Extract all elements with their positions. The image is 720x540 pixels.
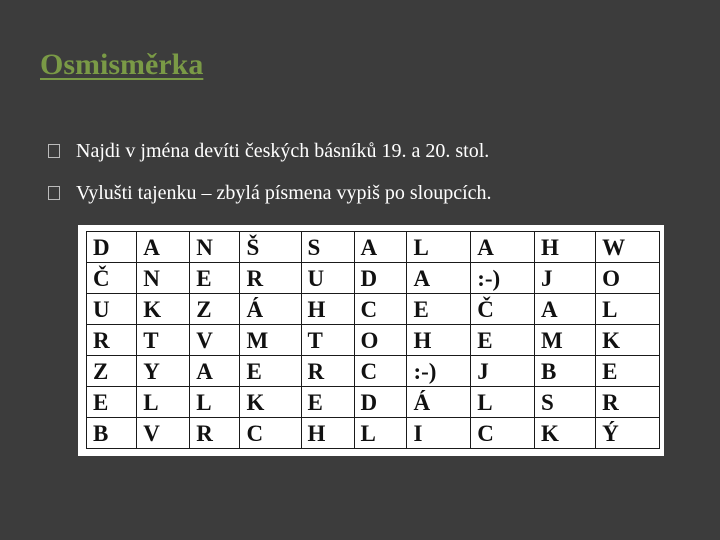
- grid-cell: D: [354, 387, 407, 418]
- grid-cell: R: [596, 387, 660, 418]
- grid-row: [87, 263, 660, 294]
- grid-cell: S: [301, 232, 354, 263]
- grid-cell: Y: [137, 356, 190, 387]
- grid-row: [87, 387, 660, 418]
- grid-cell: C: [471, 418, 535, 449]
- grid-cell: J: [535, 263, 596, 294]
- grid-cell: A: [471, 232, 535, 263]
- grid-cell: E: [301, 387, 354, 418]
- grid-cell: H: [407, 325, 471, 356]
- grid-cell: N: [137, 263, 190, 294]
- grid-cell: H: [535, 232, 596, 263]
- grid-cell: K: [535, 418, 596, 449]
- grid-cell: C: [354, 294, 407, 325]
- grid-cell: A: [137, 232, 190, 263]
- instruction-item: [48, 130, 492, 172]
- instruction-text: Najdi v jména devíti českých básníků 19. a 20. stol.: [76, 139, 490, 162]
- grid-cell: H: [301, 294, 354, 325]
- grid-cell: K: [596, 325, 660, 356]
- grid-cell: L: [137, 387, 190, 418]
- grid-cell: E: [407, 294, 471, 325]
- grid-cell: :-): [471, 263, 535, 294]
- word-search-panel: [78, 225, 664, 456]
- grid-cell: R: [301, 356, 354, 387]
- grid-cell: I: [407, 418, 471, 449]
- grid-cell: S: [535, 387, 596, 418]
- grid-cell: E: [471, 325, 535, 356]
- grid-cell: L: [354, 418, 407, 449]
- grid-cell: T: [301, 325, 354, 356]
- instruction-item: [48, 172, 492, 214]
- page-title: Osmisměrka: [40, 48, 204, 81]
- grid-cell: :-): [407, 356, 471, 387]
- grid-cell: Z: [190, 294, 240, 325]
- grid-cell: L: [596, 294, 660, 325]
- grid-cell: Á: [407, 387, 471, 418]
- grid-cell: R: [240, 263, 301, 294]
- grid-cell: L: [407, 232, 471, 263]
- grid-cell: T: [137, 325, 190, 356]
- grid-cell: A: [535, 294, 596, 325]
- bullet-icon: [48, 144, 60, 158]
- grid-cell: W: [596, 232, 660, 263]
- grid-cell: J: [471, 356, 535, 387]
- grid-cell: C: [240, 418, 301, 449]
- grid-cell: V: [137, 418, 190, 449]
- grid-cell: Z: [87, 356, 137, 387]
- grid-cell: A: [190, 356, 240, 387]
- grid-cell: C: [354, 356, 407, 387]
- instruction-list: [48, 130, 492, 214]
- grid-cell: V: [190, 325, 240, 356]
- grid-row: [87, 356, 660, 387]
- grid-cell: E: [240, 356, 301, 387]
- bullet-icon: [48, 186, 60, 200]
- grid-cell: M: [535, 325, 596, 356]
- grid-cell: Č: [471, 294, 535, 325]
- grid-cell: B: [535, 356, 596, 387]
- grid-cell: R: [87, 325, 137, 356]
- grid-cell: D: [87, 232, 137, 263]
- grid-row: [87, 294, 660, 325]
- grid-cell: Š: [240, 232, 301, 263]
- grid-cell: U: [87, 294, 137, 325]
- word-search-grid: [86, 231, 660, 449]
- grid-cell: U: [301, 263, 354, 294]
- grid-cell: Č: [87, 263, 137, 294]
- grid-cell: D: [354, 263, 407, 294]
- grid-cell: N: [190, 232, 240, 263]
- grid-cell: Á: [240, 294, 301, 325]
- grid-row: [87, 325, 660, 356]
- grid-cell: A: [407, 263, 471, 294]
- grid-cell: E: [190, 263, 240, 294]
- grid-cell: R: [190, 418, 240, 449]
- grid-cell: K: [137, 294, 190, 325]
- grid-cell: H: [301, 418, 354, 449]
- grid-cell: L: [190, 387, 240, 418]
- grid-cell: E: [87, 387, 137, 418]
- grid-cell: M: [240, 325, 301, 356]
- grid-cell: Ý: [596, 418, 660, 449]
- grid-cell: L: [471, 387, 535, 418]
- grid-row: [87, 232, 660, 263]
- grid-cell: B: [87, 418, 137, 449]
- grid-cell: O: [354, 325, 407, 356]
- grid-cell: E: [596, 356, 660, 387]
- grid-row: [87, 418, 660, 449]
- instruction-text: Vylušti tajenku – zbylá písmena vypiš po sloupcích.: [76, 181, 492, 204]
- grid-cell: K: [240, 387, 301, 418]
- grid-cell: O: [596, 263, 660, 294]
- grid-cell: A: [354, 232, 407, 263]
